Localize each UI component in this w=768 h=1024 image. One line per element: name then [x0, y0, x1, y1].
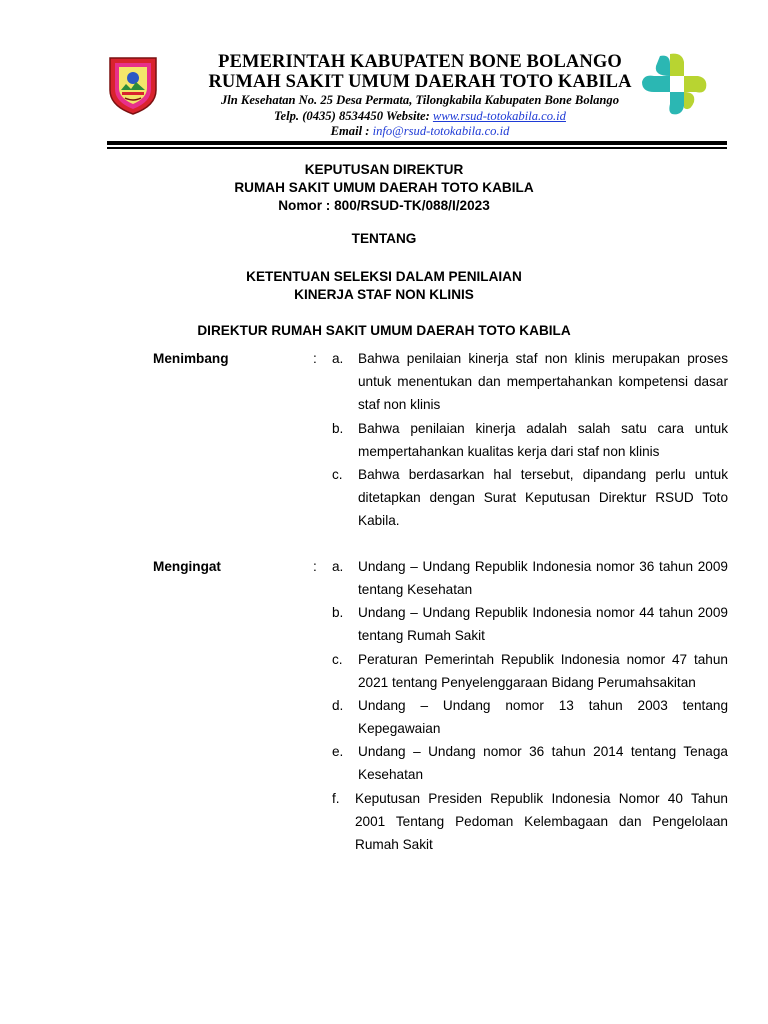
list-item-text: Bahwa penilaian kinerja adalah salah satu cara untuk mempertahankan kualitas kerja dari staf non klinis	[358, 421, 728, 460]
list-marker: a.	[332, 351, 344, 366]
list-item-text: Bahwa penilaian kinerja staf non klinis merupakan proses untuk menentukan dan mempertahankan kompetensi dasar staf non klinis	[358, 351, 728, 413]
hospital-logo-icon	[640, 52, 710, 116]
phone-text: Telp. (0435) 8534450 Website:	[274, 108, 433, 123]
list-item-text: Undang – Undang Republik Indonesia nomor 44 tahun 2009 tentang Rumah Sakit	[358, 605, 728, 644]
decree-number: Nomor : 800/RSUD-TK/088/I/2023	[278, 198, 490, 213]
letterhead-email	[160, 124, 680, 140]
list-marker: c.	[332, 467, 343, 482]
list-marker: b.	[332, 421, 344, 436]
letterhead-hospital: RUMAH SAKIT UMUM DAERAH TOTO KABILA	[208, 72, 632, 92]
decree-issuer: DIREKTUR RUMAH SAKIT UMUM DAERAH TOTO KABILA	[197, 323, 571, 338]
list-item-text: Keputusan Presiden Republik Indonesia Nomor 40 Tahun 2001 Tentang Pedoman Kelembagaan dan Pengelolaan Rumah Sakit	[355, 791, 728, 853]
letterhead-address: Jln Kesehatan No. 25 Desa Permata, Tilongkabila Kabupaten Bone Bolango	[220, 93, 620, 107]
list-item-text: Peraturan Pemerintah Republik Indonesia nomor 47 tahun 2021 tentang Penyelenggaraan Bidang Perumahsakitan	[358, 652, 728, 691]
list-marker: f.	[332, 791, 340, 806]
letterhead-rule-thin	[107, 147, 727, 149]
list-marker: d.	[332, 698, 344, 713]
list-item-text: Bahwa berdasarkan hal tersebut, dipandang perlu untuk ditetapkan dengan Surat Keputusan Direktur RSUD Toto Kabila.	[358, 467, 728, 529]
decree-title-1: KEPUTUSAN DIREKTUR	[304, 162, 464, 177]
decree-title-2: RUMAH SAKIT UMUM DAERAH TOTO KABILA	[234, 180, 534, 195]
mengingat-colon: :	[313, 559, 317, 574]
letterhead	[0, 0, 768, 150]
list-item-text: Undang – Undang Republik Indonesia nomor 36 tahun 2009 tentang Kesehatan	[358, 559, 728, 598]
list-item-text: Undang – Undang nomor 36 tahun 2014 tentang Tenaga Kesehatan	[358, 744, 728, 783]
decree-subject-2: KINERJA STAF NON KLINIS	[294, 287, 474, 302]
bone-bolango-emblem-icon	[106, 54, 160, 116]
list-marker: e.	[332, 744, 344, 759]
letterhead-government: PEMERINTAH KABUPATEN BONE BOLANGO	[218, 52, 622, 72]
decree-about: TENTANG	[351, 231, 417, 246]
letterhead-contact	[160, 109, 680, 125]
list-marker: b.	[332, 605, 344, 620]
menimbang-colon: :	[313, 351, 317, 366]
list-marker: a.	[332, 559, 344, 574]
website-link[interactable]: www.rsud-totokabila.co.id	[432, 108, 566, 123]
list-item-text: Undang – Undang nomor 13 tahun 2003 tentang Kepegawaian	[358, 698, 728, 737]
email-link[interactable]: info@rsud-totokabila.co.id	[372, 124, 510, 138]
mengingat-label: Mengingat	[153, 559, 221, 574]
letterhead-rule-thick	[107, 141, 727, 145]
email-label: Email :	[330, 124, 373, 138]
list-marker: c.	[332, 652, 343, 667]
decree-subject-1: KETENTUAN SELEKSI DALAM PENILAIAN	[246, 269, 522, 284]
menimbang-label: Menimbang	[153, 351, 229, 366]
